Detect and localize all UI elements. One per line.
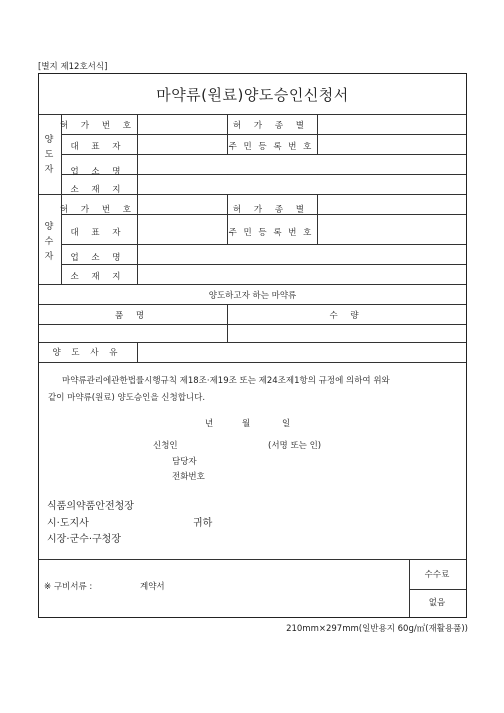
transferor-address-label: 소 재 지	[70, 185, 126, 195]
transferor-business-name-label: 업 소 명	[70, 167, 126, 177]
form-label: [별지 제12호서식]	[38, 62, 108, 72]
statement-line-2: 같이 마약류(원료) 양도승인을 신청합니다.	[48, 393, 206, 403]
drugs-header: 양도하고자 하는 마약류	[208, 291, 297, 301]
transferee-representative-label: 대 표 자	[70, 228, 126, 238]
transferee-permit-no-label: 허 가 번 호	[60, 205, 136, 215]
date-day-label: 일	[282, 419, 291, 429]
addressee-line-1: 식품의약품안전청장	[47, 501, 134, 512]
transferee-permit-type-label: 허 가 종 별	[233, 205, 309, 215]
statement-line-1: 마약류관리에관한법률시행규칙 제18조·제19조 또는 제24조제1항의 규정에 의하여 위와	[62, 376, 390, 386]
addressee-honorific: 귀하	[193, 518, 213, 529]
transferor-permit-type-label: 허 가 종 별	[233, 121, 309, 131]
addressee-line-2: 시·도지사	[47, 518, 89, 529]
quantity-header: 수 량	[329, 311, 364, 321]
transferee-side-label: 양 수 자	[44, 222, 54, 262]
attachments-value: 계약서	[140, 582, 165, 592]
fee-label: 수수료	[424, 570, 450, 580]
paper-spec: 210mm×297mm(일반용지 60g/㎡(재활용품))	[286, 624, 468, 634]
signature-label: (서명 또는 인)	[268, 441, 322, 451]
transferor-side-label: 양 도 자	[44, 135, 54, 175]
phone-label: 전화번호	[172, 472, 205, 482]
form-title: 마약류(원료)양도승인신청서	[156, 86, 349, 104]
applicant-label: 신청인	[153, 441, 178, 451]
transferee-resident-no-label: 주 민 등 록 번 호	[228, 228, 314, 238]
transferee-business-name-label: 업 소 명	[70, 253, 126, 263]
transferor-permit-no-label: 허 가 번 호	[60, 121, 136, 131]
person-in-charge-label: 담당자	[172, 457, 197, 467]
transferee-address-label: 소 재 지	[70, 272, 126, 282]
date-month-label: 월	[242, 419, 251, 429]
reason-label: 양 도 사 유	[52, 348, 122, 358]
fee-value: 없음	[428, 598, 446, 608]
attachments-label: ※ 구비서류 :	[44, 582, 93, 592]
addressee-line-3: 시장·군수·구청장	[47, 534, 121, 545]
date-year-label: 년	[205, 419, 214, 429]
transferor-resident-no-label: 주 민 등 록 번 호	[228, 142, 314, 152]
transferor-representative-label: 대 표 자	[70, 142, 126, 152]
item-name-header: 품 명	[114, 311, 150, 321]
